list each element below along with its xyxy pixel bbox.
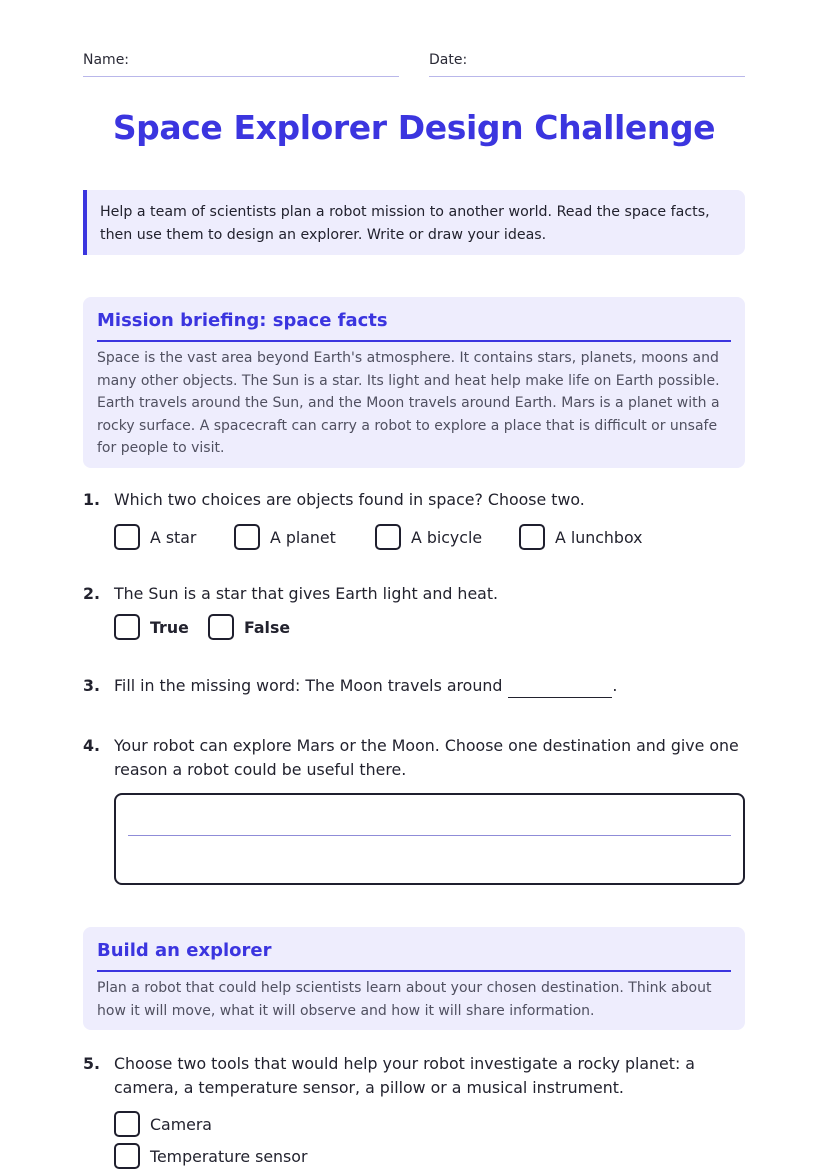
fill-in-blank[interactable] <box>508 680 612 698</box>
option-label: A star <box>150 527 197 547</box>
checkbox[interactable] <box>234 524 260 550</box>
question-text: Your robot can explore Mars or the Moon. Choose one destination and give one reason a robot could be useful there. <box>114 736 739 779</box>
option-label: Temperature sensor <box>150 1146 308 1166</box>
mission-briefing-title: Mission briefing: space facts <box>97 310 731 342</box>
question-number: 4. <box>83 736 100 755</box>
question-text: Which two choices are objects found in space? Choose two. <box>114 490 585 509</box>
worksheet-title: Space Explorer Design Challenge <box>112 108 716 147</box>
name-label: Name: <box>83 52 130 68</box>
question-text <box>114 674 745 698</box>
build-explorer-title: Build an explorer <box>97 940 731 972</box>
option-label: Camera <box>150 1114 212 1134</box>
question-text-body: Fill in the missing word: The Moon travels around <box>114 676 503 695</box>
option-true[interactable] <box>114 614 189 640</box>
checkbox[interactable] <box>519 524 545 550</box>
option-label: False <box>244 617 291 637</box>
checkbox[interactable] <box>114 1143 140 1169</box>
option-label: True <box>150 617 189 637</box>
date-label: Date: <box>429 52 468 68</box>
answer-box[interactable] <box>114 793 745 885</box>
option-label: A planet <box>270 527 336 547</box>
option-label: A lunchbox <box>555 527 643 547</box>
build-explorer-panel <box>83 927 745 1030</box>
question-text: The Sun is a star that gives Earth light and heat. <box>114 584 499 603</box>
question-text: Choose two tools that would help your robot investigate a rocky planet: a camera, a temperature sensor, a pillow or a musical instrument. <box>114 1054 695 1097</box>
intro-callout: Help a team of scientists plan a robot mission to another world. Read the space facts, then use them to design an explorer. Write or draw your ideas. <box>83 190 745 255</box>
option-a-lunchbox[interactable] <box>519 524 643 550</box>
question-suffix: . <box>612 676 618 695</box>
checkbox[interactable] <box>375 524 401 550</box>
checkbox[interactable] <box>208 614 234 640</box>
checkbox[interactable] <box>114 524 140 550</box>
checkbox[interactable] <box>114 1111 140 1137</box>
option-camera[interactable] <box>114 1111 212 1137</box>
question-number: 3. <box>83 676 100 695</box>
name-date-row <box>83 52 745 78</box>
build-explorer-text: Plan a robot that could help scientists learn about your chosen destination. Think about how it will move, what it will observe and how it will share information. <box>97 980 712 1019</box>
question-number: 2. <box>83 584 100 603</box>
date-field[interactable] <box>429 52 745 77</box>
option-false[interactable] <box>208 614 290 640</box>
question-number: 1. <box>83 490 100 509</box>
option-temperature-sensor[interactable] <box>114 1143 307 1169</box>
mission-briefing-panel <box>83 297 745 468</box>
question-number: 5. <box>83 1054 100 1073</box>
option-a-star[interactable] <box>114 524 196 550</box>
option-a-bicycle[interactable] <box>375 524 482 550</box>
option-label: A bicycle <box>411 527 483 547</box>
mission-briefing-text: Space is the vast area beyond Earth's atmosphere. It contains stars, planets, moons and many other objects. The Sun is a star. Its light and heat help make life on Earth possible. Earth travels around the Sun, and the Moon travels around Earth. Mars is a planet with a rocky surface. A spacecraft can carry a robot to explore a place that is difficult or unsafe for people to visit. <box>97 350 720 456</box>
option-a-planet[interactable] <box>234 524 336 550</box>
name-field[interactable] <box>83 52 399 77</box>
checkbox[interactable] <box>114 614 140 640</box>
answer-writing-line <box>128 835 731 836</box>
